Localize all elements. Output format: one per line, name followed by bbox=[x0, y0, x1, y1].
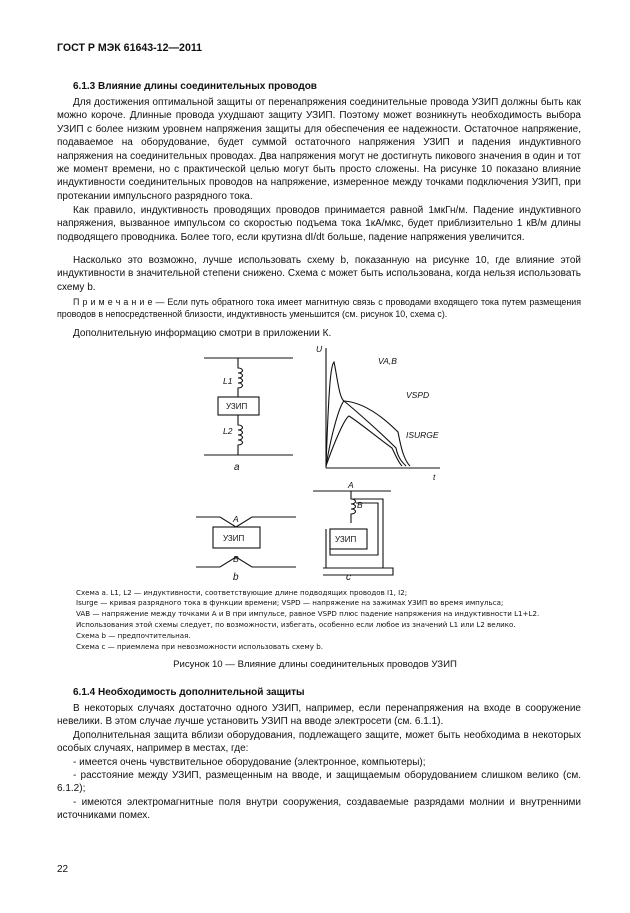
curve-isurge bbox=[326, 416, 402, 466]
caption-line-4: Использования этой схемы следует, по возможности, избегать, особенно если любое из значений L1 или L2 велико. bbox=[76, 620, 516, 629]
paragraph-6-1-4-2: Дополнительная защита вблизи оборудования, подлежащего защите, может быть необходима в некоторых особых случаях, например в местах, где: bbox=[57, 730, 581, 755]
uzip-label-a: УЗИП bbox=[226, 402, 248, 411]
label-vspd: VSPD bbox=[406, 390, 430, 400]
caption-line-2: Isurge — кривая разрядного тока в функции времени; VSPD — напряжение на зажимах УЗИП во время импульса; bbox=[76, 598, 504, 607]
paragraph-6-1-4-1: В некоторых случаях достаточно одного УЗИП, например, если перенапряжения на входе в сооружение невелики. В этом случае лучше установить УЗИП на вводе электросети (см. 6.1.1). bbox=[57, 703, 581, 728]
label-l2: L2 bbox=[223, 426, 233, 436]
inductor-c bbox=[351, 491, 356, 523]
page-number: 22 bbox=[57, 864, 69, 875]
label-vab: VA,B bbox=[378, 356, 397, 366]
caption-line-5: Схема b — предпочтительная. bbox=[76, 631, 191, 640]
scheme-a bbox=[204, 358, 293, 455]
voltage-graph bbox=[326, 348, 440, 468]
caption-line-6: Схема c — приемлема при невозможности использовать схему b. bbox=[76, 642, 323, 651]
bullet-2: - расстояние между УЗИП, размещенным на вводе, и защищаемым оборудованием слишком велико (см. 6.1.2); bbox=[57, 770, 581, 795]
caption-line-3: VAB — напряжение между точками A и B при импульсе, равное VSPD плюс падение напряжения на индуктивности L1+L2. bbox=[76, 609, 540, 618]
document-header: ГОСТ Р МЭК 61643-12—2011 bbox=[57, 42, 203, 54]
axis-t-label: t bbox=[433, 472, 436, 482]
uzip-label-b: УЗИП bbox=[223, 534, 245, 543]
paragraph-6-1-3-2: Как правило, индуктивность проводящих проводов принимается равной 1мкГн/м. Падение индуктивного напряжения, вызванное импульсом со скоростью подъема тока 1кА/мкс, будет приблизительно 1 кВ/м длины подводящего проводника. Более того, если крутизна dI/dt больше, падение напряжения увеличится. bbox=[57, 205, 581, 243]
axis-u-label: U bbox=[316, 344, 323, 354]
paragraph-6-1-3-3: Насколько это возможно, лучше использовать схему b, показанную на рисунке 10, где влияние этой индуктивности в значительной степени снижено. Схема c может быть использована, когда нельзя использовать схему b. bbox=[57, 255, 581, 293]
inductor-l2 bbox=[238, 415, 243, 455]
paragraph-6-1-3-1: Для достижения оптимальной защиты от перенапряжения соединительные провода УЗИП должны быть как можно короче. Длинные провода ухудшают защиту УЗИП. Поэтому может возникнуть необходимость выбора УЗИП с более низким уровнем напряжения защиты для обеспечения ее надежности. Остаточное напряжение, подаваемое на оборудование, будет суммой остаточного напряжения УЗИП и падения индуктивного напряжения на соединительных проводах. Два напряжения могут не достигнуть пикового значения в один и тот же момент времени, но с практической целью могут быть просто сложены. На рисунке 10 показано влияние индуктивности соединительных проводов на напряжение, измеренное между точками подключения УЗИП, при протекании импульсного разрядного тока. bbox=[57, 97, 581, 202]
label-l1: L1 bbox=[223, 376, 233, 386]
section-6-1-3-title: 6.1.3 Влияние длины соединительных проводов bbox=[73, 81, 317, 92]
scheme-b bbox=[196, 517, 296, 567]
caption-line-1: Схема a. L1, L2 — индуктивности, соответствующие длине подводящих проводов I1, I2; bbox=[76, 588, 408, 597]
label-a: a bbox=[234, 462, 240, 473]
inductor-l1 bbox=[238, 358, 243, 397]
label-point-a-c: A bbox=[348, 480, 354, 490]
label-isurge: ISURGE bbox=[406, 430, 439, 440]
curve-vspd bbox=[326, 401, 406, 466]
label-b: b bbox=[233, 572, 239, 583]
scheme-c bbox=[313, 491, 393, 575]
label-point-b-b: B bbox=[233, 554, 239, 564]
bullet-3: - имеются электромагнитные поля внутри сооружения, создаваемые разрядами молнии и внутренними источниками помех. bbox=[57, 797, 581, 822]
uzip-label-c: УЗИП bbox=[335, 535, 357, 544]
label-point-b-c: B bbox=[357, 500, 363, 510]
figure-caption: Рисунок 10 — Влияние длины соединительных проводов УЗИП bbox=[173, 659, 457, 670]
paragraph-6-1-3-4: Дополнительную информацию смотри в приложении К. bbox=[73, 328, 332, 339]
label-point-a-b: A bbox=[233, 514, 239, 524]
bullet-1: - имеется очень чувствительное оборудование (электронное, компьютеры); bbox=[73, 757, 426, 768]
note-6-1-3: П р и м е ч а н и е — Если путь обратного тока имеет магнитную связь с проводами входящего тока путем размещения проводов в непосредственной близости, индуктивность уменьшится (см. рисунок 10, схема c). bbox=[57, 297, 581, 320]
section-6-1-4-title: 6.1.4 Необходимость дополнительной защиты bbox=[73, 687, 305, 698]
label-c: c bbox=[346, 572, 351, 583]
